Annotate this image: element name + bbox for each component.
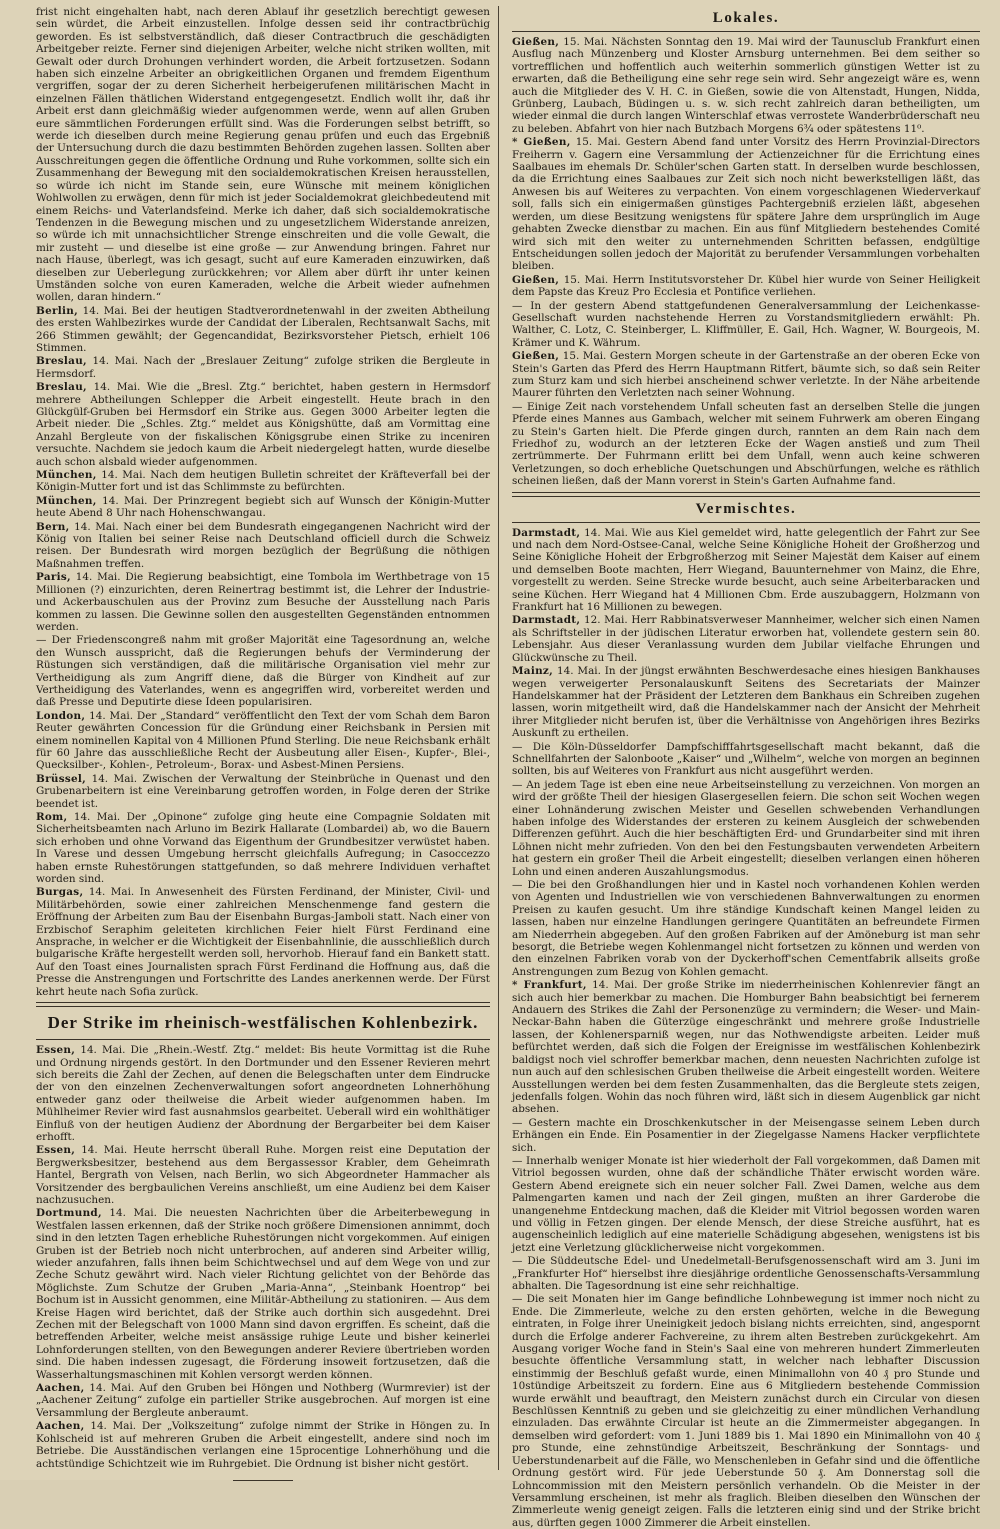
news-item-text: — Die Süddeutsche Edel- und Unedelmetall-Berufsgenossenschaft wird am 3. Juni im „Frankfurter Hof“ hierselbst ihre diesjährige ordentliche Genossenschafts-Versammlung abhalten. Die Tagesordnung ist eine sehr reichhaltige. <box>512 1255 980 1292</box>
news-item <box>36 355 490 380</box>
news-item-text: — Die seit Monaten hier im Gange befindliche Lohnbewegung ist immer noch nicht zu Ende. Die Zimmerleute, welche zu den ersten gehörten, welche in die Bewegung eintraten, in Folge ihrer Uneinigkeit jedoch bislang nichts erreichten, sind, angespornt durch die Erfolge anderer Fachvereine, zu ihrem alten Bestreben zurückgekehrt. Am Ausgang voriger Woche fand in Stein's Saal eine von mehreren hundert Zimmerleuten besuchte öffentliche Versammlung statt, in welcher nach lebhafter Discussion einstimmig der Beschluß gefaßt wurde, einen Minimallohn von 40 ₰ pro Stunde und 10stündige Arbeitszeit zu fordern. Eine aus 6 Mitgliedern bestehende Commission wurde erwählt und beauftragt, den Meistern zunächst durch ein Circular von diesen Beschlüssen Kenntniß zu geben und sie gleichzeitig zu einer mündlichen Verhandlung einzuladen. Das erwähnte Circular ist heute an die Zimmermeister abgegangen. In demselben wird gefordert: vom 1. Juni 1889 bis 1. Mai 1890 ein Minimallohn von 40 ₰ pro Stunde, eine zehnstündige Arbeitszeit, Beschränkung der Sonntags- und Ueberstundenarbeit auf die Fälle, wo Menschenleben in Gefahr sind und die öffentliche Ordnung gestört wird. Für jede Ueberstunde 50 ₰. Am Donnerstag soll die Lohncommission mit den Meistern persönlich verhandeln. Ob die Meister in der Versammlung erscheinen, ist mehr als fraglich. Bleiben dieselben den Wünschen der Zimmerleute wenig geneigt zeigen. Falls die letzteren einig sind und der Strike bricht aus, dürften gegen 1000 Zimmerer die Arbeit einstellen. <box>512 1293 980 1529</box>
news-item <box>36 634 490 708</box>
news-item-text: 14. Mai. Nach dem heutigen Bulletin schreitet der Kräfteverfall bei der Königin-Mutter fort und ist das Schlimmste zu befürchten. <box>36 469 490 494</box>
dateline-place: London, <box>36 709 86 722</box>
news-item <box>36 1144 490 1206</box>
news-item-text: — In der gestern Abend stattgefundenen Generalversammlung der Leichenkasse-Gesellschaft wurden nachstehende Herren zu Vorstandsmitgliedern erwählt: Ph. Walther, C. Lotz, C. Steinberger, L. Kliffmüller, E. Gail, Hch. Wagner, W. Bourgeois, M. Krämer und K. Währum. <box>512 299 980 349</box>
section-divider <box>512 31 980 32</box>
vermischtes-heading: Vermischtes. <box>695 500 797 517</box>
dateline-place: * Frankfurt, <box>512 979 587 992</box>
news-item <box>512 979 980 1115</box>
news-item <box>512 779 980 878</box>
news-item <box>36 571 490 633</box>
news-item-text: 15. Mai. Herrn Institutsvorsteher Dr. Kübel hier wurde von Seiner Heiligkeit dem Papste das Kreuz Pro Ecclesia et Pontifice verliehen. <box>512 273 980 299</box>
dateline-place: Burgas, <box>36 886 84 899</box>
news-item <box>36 811 490 885</box>
dateline-place: Bern, <box>36 520 70 533</box>
right-column <box>502 0 986 1529</box>
news-item-text: — Die Köln-Düsseldorfer Dampfschifffahrtsgesellschaft macht bekannt, daß die Schnellfahrten der Salonboote „Kaiser“ und „Wilhelm“, welche von morgen an beginnen sollten, bis auf Weiteres von Frankfurt aus nicht ausgeführt werden. <box>512 740 980 778</box>
news-item <box>512 36 980 135</box>
news-item <box>512 614 980 664</box>
news-item <box>512 350 980 400</box>
news-item <box>36 773 490 810</box>
news-items-list <box>36 305 490 998</box>
dateline-place: Breslau, <box>36 381 87 394</box>
dateline-place: Aachen, <box>36 1382 85 1395</box>
dateline-place: Essen, <box>36 1044 76 1057</box>
intro-paragraph: frist nicht eingehalten habt, nach deren Ablauf ihr gesetzlich berechtigt gewesen sein würdet, die Arbeit einzustellen. Infolge dessen seid ihr contractbrüchig geworden. Es ist selbstverständlich, daß dieser Contractbruch die geschädigten Arbeitgeber reizte. Ferner sind diejenigen Arbeiter, welche nicht striken wollten, mit Gewalt oder durch Drohungen verhindert worden, die Arbeit fortzusetzen. Sodann haben sich einzelne Arbeiter an obrigkeitlichen Organen und fremdem Eigenthum vergriffen, sogar der zu deren Sicherheit herbeigerufenen militärischen Macht in einzelnen Fällen thätlichen Widerstand entgegengesetzt. Endlich wollt ihr, daß ihr Arbeit erst dann gleichmäßig wieder aufgenommen werde, wenn auf allen Gruben eure sämmtlichen Forderungen erfüllt sind. Was die Forderungen selbst betrifft, so werde ich dieselben durch meine Regierung genau prüfen und euch das Ergebniß der Untersuchung durch die dazu bestimmten Behörden zugehen lassen. Sollten aber Ausschreitungen gegen die öffentliche Ordnung und Ruhe vorkommen, sollte sich ein Zusammenhang der Bewegung mit den socialdemokratischen Kreisen herausstellen, so würde ich nicht im Stande sein, eure Wünsche mit meinem königlichen Wohlwollen zu erwägen, denn für mich ist jeder Socialdemokrat gleichbedeutend mit einem Reichs- und Vaterlandsfeind. Merke ich daher, daß sich socialdemokratische Tendenzen in die Bewegung mischen und zu ungesetzlichem Widerstande anreizen, so würde ich mit unnachsichtlicher Strenge einschreiten und die volle Gewalt, die mir zusteht — und dieselbe ist eine große — zur Anwendung bringen. Fahret nur nach Hause, überlegt, was ich gesagt, sucht auf eure Kameraden einzuwirken, daß dieselben zur Ueberlegung zurückkehren; vor Allem aber dürft ihr unter keinen Umständen solche von euren Kameraden, welche die Arbeit wieder aufnehmen wollen, daran hindern.“ <box>36 6 490 304</box>
news-item-text: 14. Mai. Der Prinzregent begiebt sich auf Wunsch der Königin-Mutter heute Abend 8 Uhr nach Hohenschwangau. <box>36 494 490 520</box>
dateline-place: Gießen, <box>512 36 560 48</box>
news-item-text: 14. Mai. Die Regierung beabsichtigt, eine Tombola im Werthbetrage von 15 Millionen (?) einzurichten, deren Reinertrag bestimmt ist, die Lehrer der Industrie- und Ackerbauschulen aus der Provinz zum Besuche der Ausstellung nach Paris kommen zu lassen. Die Gewinne sollen den ausgestellten Gegenständen entnommen werden. <box>36 571 490 633</box>
news-item-text: 14. Mai. Wie die „Bresl. Ztg.“ berichtet, haben gestern in Hermsdorf mehrere Abtheilungen Schlepper die Arbeit eingestellt. Heute brach in den Glückgülf-Gruben bei Hermsdorf ein Strike aus. Gegen 3000 Arbeiter legten die Arbeit nieder. Die „Schles. Ztg.“ meldet aus Königshütte, daß am Vormittag eine Anzahl Bergleute von der fiskalischen Königsgrube einen Strike zu inceniren versuchte. Nachdem sie jedoch kaum die Arbeit niedergelegt hatten, wurde dieselbe auch schon alsbald wieder aufgenommen. <box>36 381 490 468</box>
dateline-place: Gießen, <box>512 350 560 363</box>
news-item-text: 14. Mai. Die neuesten Nachrichten über die Arbeiterbewegung in Westfalen lassen erkennen, daß der Strike noch größere Dimensionen annimmt, doch sind in den letzten Tagen erhebliche Ruhestörungen nicht vorgekommen. Auf einigen Gruben ist der Betrieb noch nicht unterbrochen, auf anderen sind Arbeiter willig, wieder anzufahren, falls ihnen beim Schichtwechsel und auf dem Wege von und zur Zeche Schutz gewährt wird. Nach vieler Richtung gelichtet von der Behörde das Möglichste. Zum Schutze der Gruben „Maria-Anna“, „Steinbank Hoentrop“ bei Bochum ist in Aussicht genommen, eine Militär-Abtheilung zu stationiren. — Aus dem Kreise Hagen wird berichtet, daß der Strike auch dorthin sich ausgedehnt. Drei Zechen mit der Belegschaft von 1000 Mann sind davon ergriffen. Es scheint, daß die betreffenden Arbeiter, welche meist ansässige ruhige Leute und bisher keinerlei Lohnforderungen stellten, von den Bewegungen anderer Reviere übertrieben worden sind. Die haben indessen zugesagt, die Förderung insoweit fortzusetzen, daß die Wasserhaltungsmaschinen mit Kohlen versorgt werden können. <box>36 1207 490 1381</box>
news-item <box>36 710 490 772</box>
news-item-text: — An jedem Tage ist eben eine neue Arbeitseinstellung zu verzeichnen. Von morgen an wird der größte Theil der hiesigen Glasergesellen feiern. Die schon seit Wochen wegen einer Lohnänderung zwischen Meister und Gesellen schwebenden Verhandlungen haben infolge des Widerstandes der ersteren zu keinem Ausgleich der schwebenden Differenzen geführt. Auch die hier beschäftigten Erd- und Grundarbeiter sind mit ihren Löhnen nicht mehr zufrieden. Von den bei den Festungsbauten verwendeten Arbeitern hat gestern ein großer Theil die Arbeit eingestellt; dieselben verlangen einen höheren Lohn und einen anderen Auszahlungsmodus. <box>512 778 980 878</box>
end-rule <box>233 1480 293 1481</box>
news-item-text: 14. Mai. In Anwesenheit des Fürsten Ferdinand, der Minister, Civil- und Militärbehörden, sowie einer zahlreichen Menschenmenge fand gestern die Eröffnung der Arbeiten zum Bau der Eisenbahn Burgas-Jamboli statt. Nach einer von Erzbischof Seraphim geleiteten kirchlichen Feier hielt Fürst Ferdinand eine Ansprache, in welcher er die Wichtigkeit der Eisenbahnlinie, die ausschließlich durch bulgarische Kräfte hergestellt werden soll, hervorhob. Hierauf fand ein Bankett statt. Auf den Toast eines Journalisten sprach Fürst Ferdinand die Hoffnung aus, daß die Presse die Anstrengungen und Fortschritte des Landes anerkennen werde. Der Fürst kehrt heute nach Sofia zurück. <box>36 886 490 998</box>
dateline-place: Berlin, <box>36 304 79 317</box>
left-column <box>14 0 496 1480</box>
news-item <box>512 665 980 739</box>
news-item-text: 12. Mai. Herr Rabbinatsverweser Mannheimer, welcher sich einen Namen als Schriftsteller in der jüdischen Literatur erworben hat, vollendete gestern sein 80. Lebensjahr. Aus dieser Veranlassung wurden dem Jubilar vielfache Ehrungen und Glückwünsche zu Theil. <box>512 614 980 664</box>
news-item <box>36 305 490 355</box>
news-item-text: — Die bei den Großhandlungen hier und in Kastel noch vorhandenen Kohlen werden von Agenten und Industriellen wie von verschiedenen Bahnverwaltungen zu enormen Preisen zu kaufen gesucht. Um ihre ständige Kundschaft keinen Mangel leiden zu lassen, haben nur einzelne Handlungen geringere Quantitäten an befreundete Firmen am Niederrhein abgegeben. Auf den großen Fabriken auf der Amöneburg ist man sehr besorgt, die Betriebe wegen Kohlenmangel nicht fortsetzen zu können und werden von den einzelnen Fabriken vorab von der Dyckerhoff'schen Cementfabrik allseits große Anstrengungen zum Bezug von Kohlen gemacht. <box>512 879 980 978</box>
lokales-heading: Lokales. <box>712 10 780 26</box>
dateline-place: Essen, <box>36 1144 76 1157</box>
news-item <box>512 1155 980 1254</box>
news-item <box>512 401 980 488</box>
dateline-place: Rom, <box>36 811 68 823</box>
news-item <box>36 521 490 571</box>
dateline-place: Brüssel, <box>36 772 87 785</box>
dateline-place: Darmstadt, <box>512 526 581 539</box>
news-item <box>512 300 980 350</box>
news-item <box>36 381 490 468</box>
news-item <box>512 136 980 272</box>
strike-items-list <box>36 1044 490 1470</box>
news-item-text: 14. Mai. Nach einer bei dem Bundesrath eingegangenen Nachricht wird der König von Italien bei seiner Reise nach Deutschland officiell durch die Schweiz reisen. Der Bundesrath wird morgen bezüglich der Begrüßung die nöthigen Maßnahmen treffen. <box>36 520 490 570</box>
dateline-place: Breslau, <box>36 355 87 368</box>
dateline-place: Mainz, <box>512 665 554 678</box>
dateline-place: München, <box>36 469 97 482</box>
lokales-items-list <box>512 36 980 488</box>
news-item-text: 14. Mai. Der große Strike im niederrheinischen Kohlenrevier fängt an sich auch hier bemerkbar zu machen. Die Homburger Bahn beabsichtigt bei fernerem Andauern des Strikes die Zahl der Personenzüge zu vermindern; die Weser- und Main-Neckar-Bahn haben die Güterzüge eingeschränkt und mehrere große Industrielle lassen, der Kohlenersparniß wegen, nur das Nothwendigste arbeiten. Leider muß befürchtet werden, daß sich die Folgen der Ereignisse im westfälischen Kohlenbezirk baldigst noch viel schroffer bemerkbar machen, denn neuesten Nachrichten zufolge ist nun auch auf den schlesischen Gruben theilweise die Arbeit eingestellt worden. Weitere Ausstellungen werden bei dem festen Zusammenhalten, das die Bergleute stets zeigen, jedenfalls folgen. Wohin das noch führen wird, läßt sich in diesem Augenblick gar nicht absehen. <box>512 979 980 1116</box>
news-item-text: 15. Mai. Nächsten Sonntag den 19. Mai wird der Taunusclub Frankfurt einen Ausflug nach Münzenberg und Kloster Arnsburg unternehmen. Bei dem seither so vortrefflichen und hoffentlich auch weiterhin sommerlich günstigen Wetter ist zu erwarten, daß die Betheiligung eine sehr rege sein wird. Sehr angezeigt wäre es, wenn auch die Mitglieder des V. H. C. in Gießen, sowie die von Altenstadt, Hungen, Nidda, Grünberg, Laubach, Büdingen u. s. w. sich recht zahlreich daran betheiligten, um wieder einmal die durch langen Winterschlaf etwas verrostete Wanderbrüderschaft neu zu beleben. Abfahrt von hier nach Butzbach Morgens 6¾ oder spätestens 11⁰. <box>512 36 980 135</box>
news-item-text: 14. Mai. Bei der heutigen Stadtverordnetenwahl in der zweiten Abtheilung des ersten Wahlbezirkes wurde der Candidat der Liberalen, Rechtsanwalt Sachs, mit 266 Stimmen gewählt; der Gegencandidat, Bezirksvorsteher Pietsch, erhielt 106 Stimmen. <box>36 304 490 354</box>
news-item-text: — Der Friedenscongreß nahm mit großer Majorität eine Tagesordnung an, welche den Wunsch ausspricht, daß die Regierungen behufs der Verminderung der Rüstungen sich verständigen, daß die militärische Organisation viel mehr zur Vertheidigung als zum Angriff diene, daß die Bürger von Kindheit auf zur Vertheidigung des Vaterlandes, wenn es angegriffen wird, vorbereitet werden und daß Presse und Deputirte diese Ideen popularisiren. <box>36 634 490 709</box>
news-item-text: 14. Mai. Der „Standard“ veröffentlicht den Text der vom Schah dem Baron Reuter gewährten Concession für die Gründung einer Reichsbank in Persien mit einem nominellen Kapital von 4 Millionen Pfund Sterling. Die neue Reichsbank erhält für 60 Jahre das ausschließliche Recht der Ausbeutung aller Eisen-, Kupfer-, Blei-, Quecksilber-, Kohlen-, Petroleum-, Borax- und Asbest-Minen Persiens. <box>36 709 490 772</box>
news-item <box>36 1044 490 1143</box>
section-divider <box>36 1002 490 1007</box>
section-divider <box>512 492 980 497</box>
dateline-place: Paris, <box>36 571 71 584</box>
news-item-text: — Innerhalb weniger Monate ist hier wiederholt der Fall vorgekommen, daß Damen mit Vitriol begossen wurden, ohne daß der schändliche Thäter erwischt worden wäre. Gestern Abend ereignete sich ein neuer solcher Fall. Zwei Damen, welche aus dem Palmengarten kamen und nach der Zeil gingen, mußten an ihrer Garderobe die unangenehme Entdeckung machen, daß die Kleider mit Vitriol begossen worden waren und völlig in Fetzen gingen. Der elende Mensch, der diese Streiche ausführt, hat es augenscheinlich lediglich auf eine materielle Schädigung abgesehen, wenigstens ist bis jetzt eine Verletzung glücklicherweise nicht vorgekommen. <box>512 1154 980 1254</box>
news-item <box>512 741 980 778</box>
news-item <box>512 879 980 978</box>
news-item-text: 14. Mai. Der „Volkszeitung“ zufolge nimmt der Strike in Höngen zu. In Kohlscheid ist auf mehreren Gruben die Arbeit eingestellt, andere sind noch im Betriebe. Die Ausständischen verlangen eine 15procentige Lohnerhöhung und die achtstündige Schichtzeit wie im Ruhrgebiet. Die Ordnung ist bisher nicht gestört. <box>36 1420 490 1470</box>
column-rule <box>498 6 499 1470</box>
news-item <box>36 1382 490 1419</box>
dateline-place: Gießen, <box>512 273 560 286</box>
news-item <box>36 886 490 998</box>
news-item-text: 15. Mai. Gestern Abend fand unter Vorsitz des Herrn Provinzial-Directors Freiherrn v. Gagern eine Versammlung der Actienzeichner für die Errichtung eines Saalbaues im ehemals Dr. Schüler'schen Garten statt. In derselben wurde beschlossen, da die Errichtung eines Saalbaues zur Zeit sich noch nicht bewerkstelligen läßt, das Anwesen bis auf Weiteres zu verpachten. Von einem vorgeschlagenen Wiederverkauf soll, falls sich ein einigermaßen günstiges Pachtergebniß erzielen läßt, abgesehen werden, um diese Besitzung wenigstens für spätere Jahre dem ursprünglich im Auge gehabten Zwecke dienstbar zu machen. Ein aus fünf Mitgliedern bestehendes Comité wird sich mit den weiter zu unternehmenden Schritten befassen, endgültige Entscheidungen sollen jedoch der Majorität zu berufender Versammlungen vorbehalten bleiben. <box>512 136 980 273</box>
news-item <box>36 1207 490 1381</box>
news-item <box>512 527 980 614</box>
news-item-text: — Gestern machte ein Droschkenkutscher in der Meisengasse seinem Leben durch Erhängen ein Ende. Ein Posamentier in der Ziegelgasse Namens Hacker verpflichtete sich. <box>512 1116 980 1154</box>
dateline-place: München, <box>36 494 97 507</box>
news-item <box>512 1293 980 1529</box>
dateline-place: Aachen, <box>36 1420 85 1433</box>
news-item-text: 14. Mai. Wie aus Kiel gemeldet wird, hatte gelegentlich der Fahrt zur See und nach dem Nord-Ostsee-Canal, welche Seine Königliche Hoheit der Großherzog und Seine Königliche Hoheit der Erbgroßherzog mit Seiner Majestät dem Kaiser auf einem und demselben Boote machten, Herr Wiegand, Bauunternehmer von Mainz, die Ehre, vorgestellt zu werden. Seine Strecke wurde besucht, auch seine Arbeiterbaracken und seine Küchen. Herr Wiegand hat 4 Millionen Cbm. Erde auszubaggern, Holzmann von Frankfurt hat 16 Millionen zu bewegen. <box>512 526 980 614</box>
vermischtes-items-list <box>512 527 980 1529</box>
strike-section-heading: Der Strike im rheinisch-westfälischen Kohlenbezirk. <box>47 1013 479 1033</box>
news-item-text: — Einige Zeit nach vorstehendem Unfall scheuten fast an derselben Stelle die jungen Pferde eines Mannes aus Gambach, welcher mit seinem Fuhrwerk am oberen Eingang zu Stein's Garten hielt. Die Pferde gingen durch, rannten an dem Rain nach dem Friedhof zu, wodurch an der letzteren Ecke der Wagen anstieß und zum Theil zertrümmerte. Der Fuhrmann erlitt bei dem Unfall, wenn auch keine schweren Verletzungen, so doch erhebliche Quetschungen und Abschürfungen, welche es räthlich scheinen ließen, daß der Mann vorerst in Stein's Garten Aufnahme fand. <box>512 400 980 488</box>
news-item-text: 14. Mai. Nach der „Breslauer Zeitung“ zufolge striken die Bergleute in Hermsdorf. <box>36 355 490 380</box>
news-item <box>512 1255 980 1292</box>
section-divider <box>36 1039 490 1040</box>
news-item-text: 14. Mai. Der „Opinone“ zufolge ging heute eine Compagnie Soldaten mit Sicherheitsbeamten nach Arluno im Bezirk Hallarate (Lombardei) ab, wo die Bauern sich erhoben und ohne Vorwand das Eigenthum der Grundbesitzer verwüstet haben. In Varese und dessen Umgebung herrscht gleichfalls Aufregung; in Casoccezzo haben ernste Ruhestörungen stattgefunden, so daß mehrere Individuen verhaftet worden sind. <box>36 811 491 886</box>
dateline-place: Dortmund, <box>36 1207 102 1220</box>
news-item-text: 14. Mai. Heute herrscht überall Ruhe. Morgen reist eine Deputation der Bergwerksbesitzer, bestehend aus dem Bergassessor Krabler, dem Geheimrath Hantel, Bergrath von Velsen, nach Berlin, wo sich Abgeordneter Hammacher als Vorsitzender des bergbaulichen Vereins anschließt, um eine Audienz bei dem Kaiser nachzusuchen. <box>36 1144 490 1206</box>
dateline-place: * Gießen, <box>512 136 571 149</box>
section-divider <box>512 522 980 523</box>
dateline-place: Darmstadt, <box>512 614 581 627</box>
news-item-text: 14. Mai. Auf den Gruben bei Höngen und Nothberg (Wurmrevier) ist der „Aachener Zeitung“ zufolge ein partieller Strike ausgebrochen. Auf morgen ist eine Versammlung der Bergleute anberaumt. <box>36 1382 490 1419</box>
news-item-text: 14. Mai. Zwischen der Verwaltung der Steinbrüche in Quenast und den Grubenarbeitern ist eine Vereinbarung getroffen worden, in Folge deren der Strike beendet ist. <box>36 772 490 810</box>
news-item-text: 15. Mai. Gestern Morgen scheute in der Gartenstraße an der oberen Ecke von Stein's Garten das Pferd des Herrn Hauptmann Ritfert, bäumte sich, so daß sein Reiter zum Sturz kam und sich hierbei anscheinend schwer verletzte. In der Nähe arbeitende Maurer führten den Verletzten nach seiner Wohnung. <box>512 350 980 400</box>
news-item-text: 14. Mai. In der jüngst erwähnten Beschwerdesache eines hiesigen Bankhauses wegen verweigerter Personalauskunft Seitens des Secretariats der Mainzer Handelskammer hat der Präsident der Letzteren dem Bankhaus ein Schreiben zugehen lassen, worin mitgetheilt wird, daß die Handelskammer nach der Ansicht der Mehrheit ihrer Mitglieder nicht berufen ist, über die Verhältnisse von Angehörigen ihres Bezirks Auskunft zu ertheilen. <box>512 665 980 740</box>
news-item <box>36 1420 490 1470</box>
news-item-text: 14. Mai. Die „Rhein.-Westf. Ztg.“ meldet: Bis heute Vormittag ist die Ruhe und Ordnung nirgends gestört. In den Dortmunder und den Essener Revieren mehrt sich bereits die Zahl der Zechen, auf denen die Belegschaften unter dem Eindrucke der von den einzelnen Zechenverwaltungen sofort angeordneten Lohnerhöhung entweder ganz oder theilweise die Arbeit wieder aufgenommen haben. Im Mühlheimer Revier wird fast ausnahmslos gearbeitet. Ueberall wird ein wohlthätiger Einfluß von der heutigen Audienz der Abordnung der Bergarbeiter bei dem Kaiser erhofft. <box>36 1044 491 1143</box>
news-item <box>512 1117 980 1154</box>
news-item <box>36 469 490 494</box>
news-item <box>36 495 490 520</box>
news-item <box>512 274 980 299</box>
